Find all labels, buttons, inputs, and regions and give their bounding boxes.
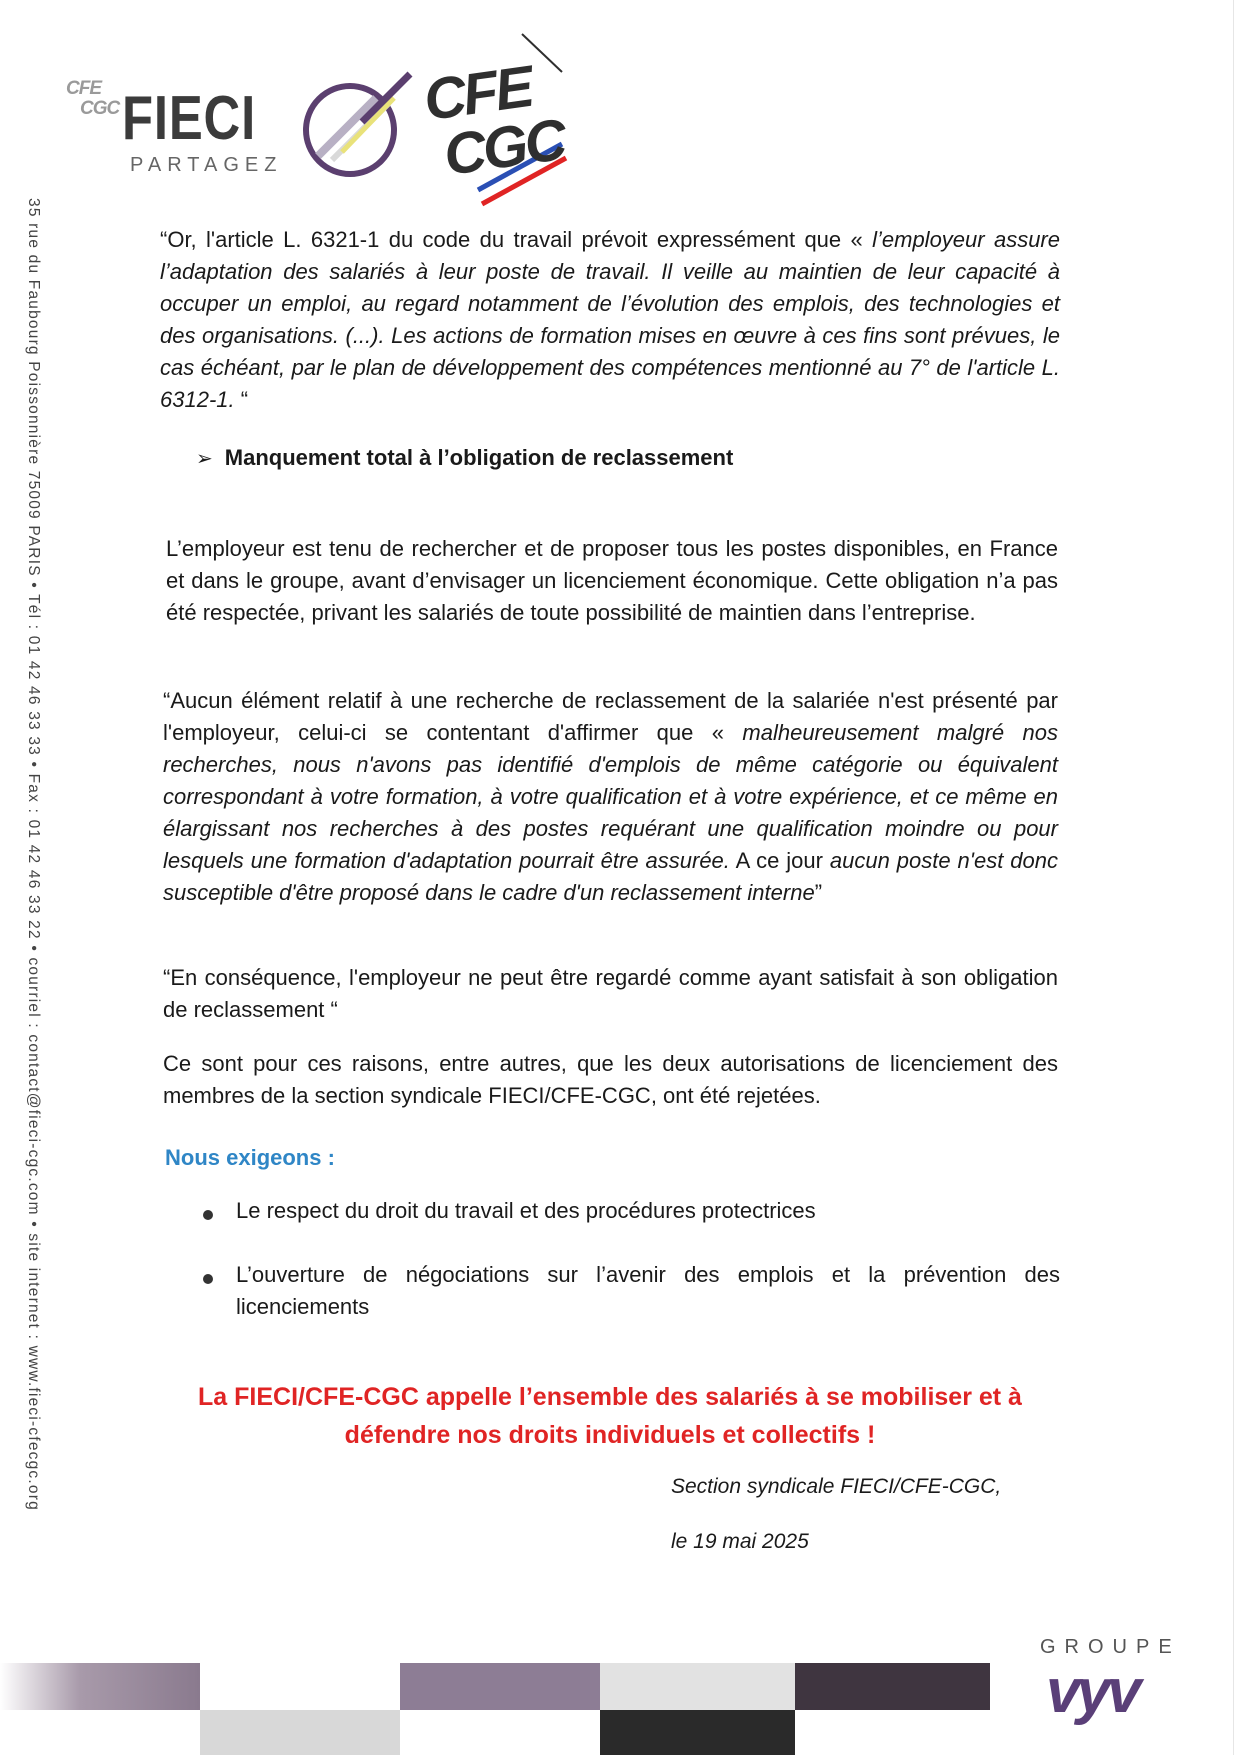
quote2-close: ” bbox=[814, 880, 823, 905]
groupe-vyv-label: GROUPE bbox=[1040, 1636, 1181, 1658]
fieci-logo-cgc: CGC bbox=[80, 98, 120, 119]
fieci-logo-tagline: PARTAGEZ bbox=[130, 154, 283, 176]
demand-text: Le respect du droit du travail et des procédures protectrices bbox=[236, 1198, 816, 1223]
paragraph-rejected-authorisations: Ce sont pour ces raisons, entre autres, que les deux autorisations de licenciement des membres de la section syndicale FIECI/CFE-CGC, ont été rejetées. bbox=[163, 1051, 1058, 1108]
quote2-italic: malheureusement malgré nos recherches, nous n'avons pas identifié d'emplois de même catégorie ou équivalent correspondant à votre formation, à votre qualification et à votre expérience, et ce même en élargissant nos recherches à des postes requérant une qualification moindre ou pour lesquels une formation d'adaptation pourrait être assurée. bbox=[163, 720, 1058, 873]
page-edge-line bbox=[1233, 0, 1234, 1755]
footer-block bbox=[0, 1663, 200, 1710]
document-date: le 19 mai 2025 bbox=[671, 1530, 809, 1553]
demands-title: Nous exigeons : bbox=[165, 1145, 335, 1170]
list-item bbox=[200, 1195, 1060, 1227]
bullet-dot-icon bbox=[203, 1210, 213, 1220]
footer-block bbox=[200, 1663, 400, 1710]
quote2-italic2: aucun poste n'est donc susceptible d'être proposé dans le cadre d'un reclassement interne bbox=[163, 848, 1058, 905]
footer-block bbox=[400, 1710, 600, 1755]
footer-block bbox=[200, 1710, 400, 1755]
quote2-intro: “Aucun élément relatif à une recherche de reclassement de la salariée n'est présenté par l'employeur, celui-ci se contentant d'affirmer que « bbox=[163, 688, 1058, 745]
arrow-bullet-icon: ➢ bbox=[196, 447, 213, 470]
section-heading bbox=[196, 445, 733, 471]
quote-reclassement bbox=[163, 685, 1058, 909]
quote2-mid: A ce jour bbox=[729, 848, 830, 873]
side-address: 35 rue du Faubourg Poissonnière 75009 PARIS • Tél : 01 42 46 33 33 • Fax : 01 42 46 33 22 • courriel : contact@fieci-cgc.com • site internet : www.fieci-cfecgc.org bbox=[25, 198, 42, 1511]
footer-block bbox=[600, 1710, 795, 1755]
call-to-action: La FIECI/CFE-CGC appelle l’ensemble des salariés à se mobiliser et à défendre nos droits individuels et collectifs ! bbox=[198, 1383, 1022, 1449]
quote1-intro: “Or, l'article L. 6321-1 du code du travail prévoit expressément que « bbox=[160, 227, 873, 252]
cfe-cgc-logo-line1: CFE bbox=[419, 53, 536, 134]
quote-consequence: “En conséquence, l'employeur ne peut être regardé comme ayant satisfait à son obligation de reclassement “ bbox=[163, 965, 1058, 1022]
fieci-logo-name: FIECI bbox=[122, 84, 257, 153]
footer-block bbox=[400, 1663, 600, 1710]
demands-list bbox=[200, 1195, 1060, 1355]
bullet-dot-icon bbox=[203, 1274, 213, 1284]
footer-pattern bbox=[0, 1655, 1020, 1755]
quote1-italic: l’employeur assure l’adaptation des salariés à leur poste de travail. Il veille au maintien de leur capacité à occuper un emploi, au regard notamment de l’évolution des emplois, des technologies et des organisations. (...). Les actions de formation mises en œuvre à ces fins sont prévues, le cas échéant, par le plan de développement des compétences mentionné au 7° de l'article L. 6312-1. bbox=[160, 227, 1060, 412]
cfe-cgc-logo bbox=[412, 32, 572, 207]
vyv-brand: vyv bbox=[1046, 1657, 1138, 1726]
footer-block bbox=[795, 1663, 990, 1710]
quote-article-l6321-1 bbox=[160, 224, 1060, 416]
groupe-vyv-logo bbox=[1040, 1636, 1190, 1726]
fieci-ring-icon bbox=[298, 68, 418, 188]
quote1-close: “ bbox=[234, 387, 249, 412]
fieci-logo-cfe: CFE bbox=[66, 78, 101, 99]
cfe-cgc-logo-line2: CGC bbox=[440, 106, 568, 189]
footer-block bbox=[795, 1710, 990, 1755]
demand-text: L’ouverture de négociations sur l’avenir des emplois et la prévention des licenciements bbox=[236, 1262, 1060, 1319]
footer-block bbox=[600, 1663, 795, 1710]
paragraph-employer-obligation: L’employeur est tenu de rechercher et de proposer tous les postes disponibles, en France et dans le groupe, avant d’envisager un licenciement économique. Cette obligation n’a pas été respectée, privant les salariés de toute possibilité de maintien dans l’entreprise. bbox=[166, 536, 1058, 625]
fieci-logo bbox=[60, 58, 390, 183]
section-heading-text: Manquement total à l’obligation de reclassement bbox=[224, 445, 734, 470]
signature: Section syndicale FIECI/CFE-CGC, bbox=[671, 1475, 1002, 1498]
list-item bbox=[200, 1259, 1060, 1323]
